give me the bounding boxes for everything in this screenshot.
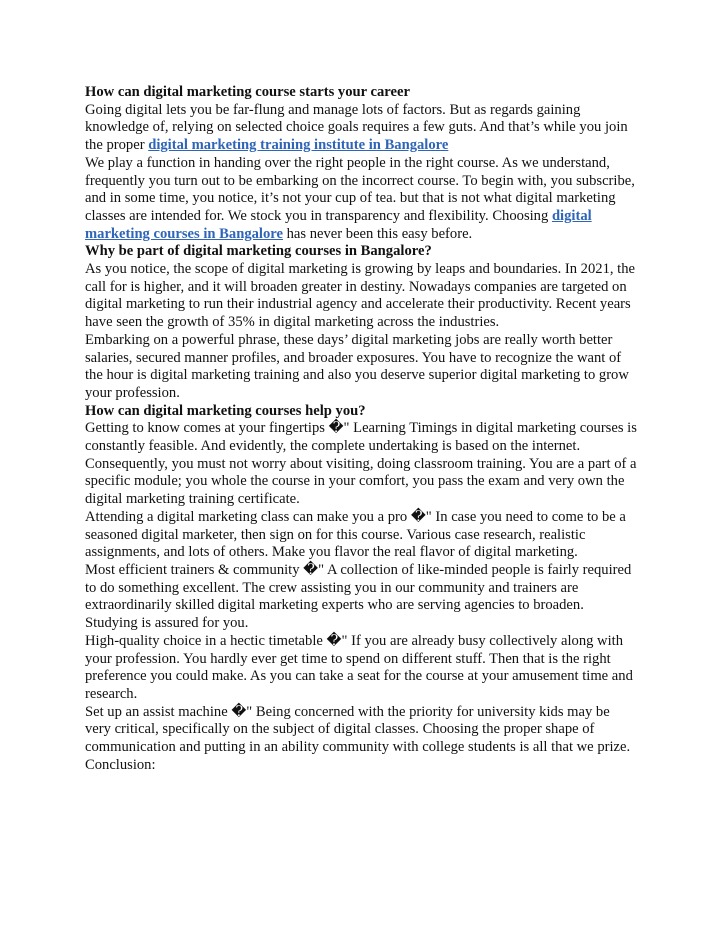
- paragraph-text: We play a function in handing over the right people in the right course. As we understand, frequently you turn out to be embarking on the incorrect course. To begin with, you subscribe, and in some time, you notice, it’s not your cup of tea. but that is not what digital marketing classes are intended for. We stock you in transparency and flexibility. Choosing: [85, 154, 635, 224]
- heading-career: How can digital marketing course starts your career: [85, 84, 410, 100]
- heading-help-you: How can digital marketing courses help you?: [85, 402, 366, 419]
- paragraph-text: Going digital lets you be far-flung and manage lots of factors. But as regards gaining knowledge of, relying on selected choice goals requires a few guts. And that’s while you join the proper: [85, 101, 628, 154]
- paragraph-trainers: Most efficient trainers & community �" A collection of like-minded people is fairly required to do something excellent. The crew assisting you in our community and trainers are extraordinarily skilled digital marketing experts who are serving agencies to broaden. Studying is assured for you.: [85, 561, 632, 632]
- paragraph-going-digital: [85, 102, 637, 155]
- paragraph-embarking: Embarking on a powerful phrase, these days’ digital marketing jobs are really worth better salaries, secured manner profiles, and broader exposures. You have to recognize the want of the hour is digital marketing training and also you deserve superior digital marketing to grow your profession.: [85, 331, 629, 401]
- paragraph-scope: As you notice, the scope of digital marketing is growing by leaps and boundaries. In 2021, the call for is higher, and it will broaden greater in destiny. Nowadays companies are targeted on digital marketing to run their industrial agency and accelerate their productivity. Recent years have seen the growth of 35% in digital marketing across the industries.: [85, 261, 635, 331]
- document-body: [85, 84, 637, 774]
- paragraph-pro: Attending a digital marketing class can make you a pro �" In case you need to come to be a seasoned digital marketer, then sign on for this course. Various case research, realistic assignments, and lots of others. Make you flavor the real flavor of digital marketing.: [85, 508, 626, 561]
- link-training-institute[interactable]: digital marketing training institute in Bangalore: [148, 137, 449, 154]
- paragraph-text: has never been this easy before.: [282, 225, 473, 242]
- paragraph-fingertips: Getting to know comes at your fingertips �" Learning Timings in digital marketing courses is constantly feasible. And evidently, the complete undertaking is based on the internet. Consequently, you must not worry about visiting, doing classroom training. You are a part of a specific module; you whole the course in your comfort, you pass the exam and very own the digital marketing training certificate.: [85, 420, 637, 508]
- paragraph-assist-machine: Set up an assist machine �" Being concerned with the priority for university kids may be very critical, specifically on the subject of digital classes. Choosing the proper shape of communication and putting in an ability community with college students is all that we prize.: [85, 703, 631, 756]
- paragraph-function: [85, 155, 637, 244]
- paragraph-timetable: High-quality choice in a hectic timetable �" If you are already busy collectively along with your profession. You hardly ever get time to spend on different stuff. Then that is the right preference you could make. As you can take a seat for the course at your amusement time and research.: [85, 632, 633, 702]
- paragraph-conclusion: Conclusion:: [85, 756, 156, 773]
- link-courses-bangalore[interactable]: digital marketing courses in Bangalore: [85, 207, 592, 242]
- heading-why-be-part: Why be part of digital marketing courses in Bangalore?: [85, 243, 432, 260]
